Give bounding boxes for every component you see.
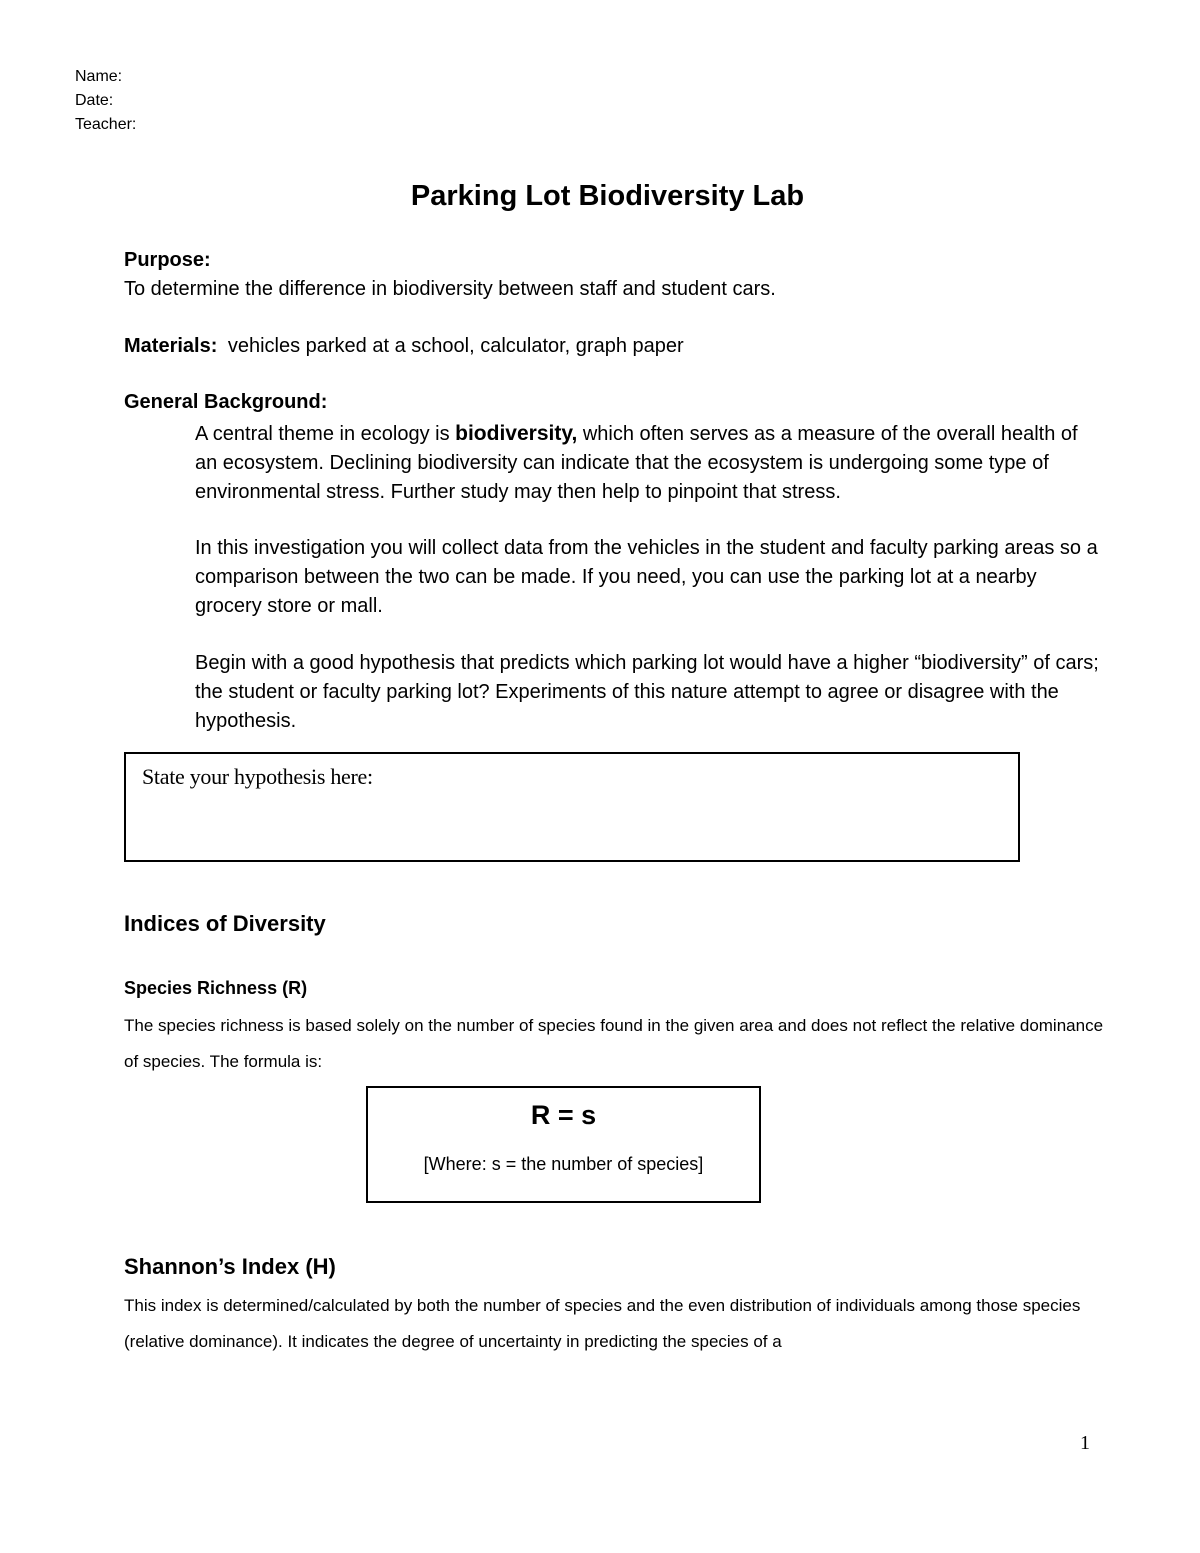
background-p1-start: A central theme in ecology is xyxy=(195,423,456,445)
shannon-heading: Shannon’s Index (H) xyxy=(124,1254,336,1279)
richness-formula-note: [Where: s = the number of species] xyxy=(423,1154,704,1174)
background-paragraph-2: In this investigation you will collect data from the vehicles in the student and faculty parking areas so a comparison between the two can be made. If you need, you can use the parking lot at a nearby grocery store or mall. xyxy=(195,537,1098,617)
background-paragraph-3: Begin with a good hypothesis that predicts which parking lot would have a higher “biodiversity” of cars; the student or faculty parking lot? Experiments of this nature attempt to agree or disagree with the hypothesis. xyxy=(195,652,1099,732)
species-richness-text: The species richness is based solely on the number of species found in the given area and does not reflect the relative dominance of species. The formula is: xyxy=(124,1016,1104,1071)
purpose-text: To determine the difference in biodiversity between staff and student cars. xyxy=(124,278,776,300)
teacher-label: Teacher: xyxy=(75,116,137,133)
date-label: Date: xyxy=(75,92,114,109)
hypothesis-prompt: State your hypothesis here: xyxy=(142,764,373,789)
materials-line xyxy=(124,335,684,358)
richness-formula-box xyxy=(366,1086,761,1203)
name-label: Name: xyxy=(75,68,123,85)
materials-label: Materials: xyxy=(124,335,218,357)
page-title: Parking Lot Biodiversity Lab xyxy=(410,180,805,212)
indices-heading: Indices of Diversity xyxy=(124,911,326,936)
background-p1-end: which often serves as a measure of the overall health of an ecosystem. Declining biodiversity can indicate that the ecosystem is undergoing some type of environmental stress. Further study may then help to pinpoint that stress. xyxy=(195,423,1078,503)
materials-text: vehicles parked at a school, calculator, graph paper xyxy=(227,335,684,357)
hypothesis-box[interactable] xyxy=(124,752,1020,862)
species-richness-heading: Species Richness (R) xyxy=(124,978,308,998)
page-number: 1 xyxy=(1080,1432,1090,1454)
biodiversity-term: biodiversity, xyxy=(455,422,578,445)
background-label: General Background: xyxy=(124,391,328,413)
background-paragraph-1 xyxy=(195,419,1100,507)
shannon-text: This index is determined/calculated by both the number of species and the even distribution of individuals among those species (relative dominance). It indicates the degree of uncertainty in predicting the species of a xyxy=(124,1296,1081,1351)
richness-formula: R = s xyxy=(530,1100,597,1130)
purpose-label: Purpose: xyxy=(124,249,211,271)
